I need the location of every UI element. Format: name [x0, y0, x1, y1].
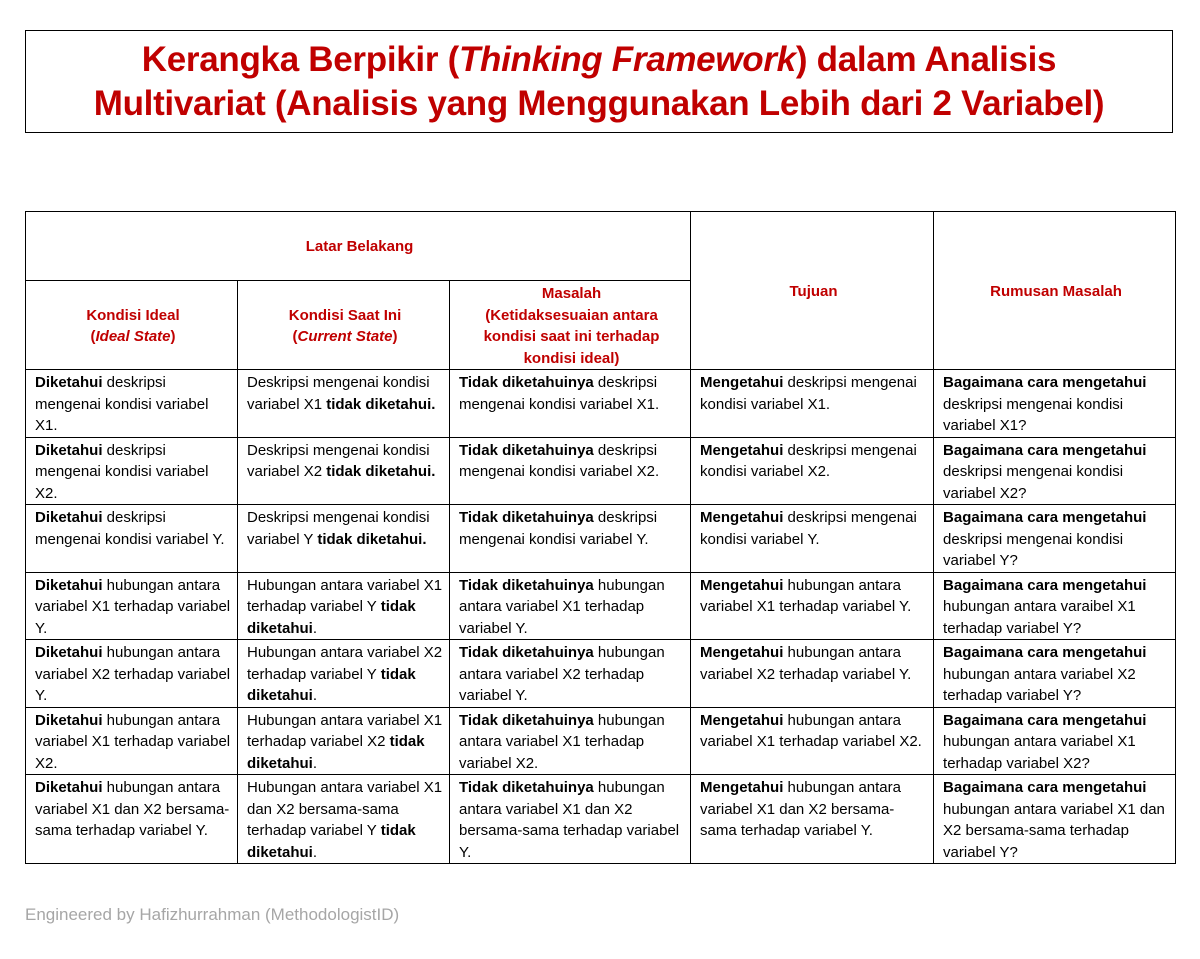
cell-tujuan [691, 640, 934, 708]
paren-open: ( [90, 328, 96, 345]
cell-tujuan [691, 572, 934, 640]
cell-kondisi-saat-ini-text: . [312, 754, 318, 772]
table-row [26, 640, 1176, 708]
cell-kondisi-saat-ini [238, 707, 450, 775]
cell-kondisi-ideal [26, 775, 238, 864]
cell-rumusan-masalah [934, 505, 1176, 573]
cell-kondisi-ideal-text: deskripsi mengenai kondisi variabel Y. [35, 509, 225, 548]
cell-tujuan-bold: Mengetahui [700, 374, 784, 391]
cell-kondisi-saat-ini [238, 572, 450, 640]
cell-masalah [450, 505, 691, 573]
cell-kondisi-saat-ini [238, 370, 450, 438]
cell-kondisi-ideal-text: deskripsi mengenai kondisi variabel X2. [35, 441, 209, 502]
cell-masalah-bold: Tidak diketahuinya [459, 576, 594, 594]
cell-kondisi-saat-ini [238, 640, 450, 708]
table-row [26, 370, 1176, 438]
cell-tujuan-text: deskripsi mengenai kondisi variabel X1. [700, 374, 917, 413]
cell-kondisi-ideal [26, 437, 238, 505]
cell-masalah [450, 572, 691, 640]
cell-rumusan-masalah-bold: Bagaimana cara mengetahui [943, 576, 1147, 594]
cell-tujuan-bold: Mengetahui [700, 644, 784, 661]
header-ideal-state: Ideal State [95, 328, 171, 345]
header-rumusan-masalah: Rumusan Masalah [934, 212, 1176, 370]
cell-rumusan-masalah [934, 707, 1176, 775]
cell-rumusan-masalah-text: deskripsi mengenai kondisi variabel X1? [943, 395, 1124, 434]
cell-masalah-text: hubungan antara variabel X2 terhadap variabel Y. [459, 644, 665, 704]
cell-kondisi-saat-ini-bold: tidak diketahui [247, 822, 416, 861]
cell-tujuan-text: deskripsi mengenai kondisi variabel X2. [700, 441, 917, 480]
cell-kondisi-ideal-bold: Diketahui [35, 374, 103, 391]
cell-rumusan-masalah-text: deskripsi mengenai kondisi variabel Y? [943, 530, 1124, 569]
cell-masalah-bold: Tidak diketahuinya [459, 441, 594, 459]
cell-kondisi-saat-ini-text: . [312, 687, 318, 704]
cell-kondisi-ideal-bold: Diketahui [35, 779, 103, 796]
cell-rumusan-masalah-text: hubungan antara variabel X1 dan X2 bersama-sama terhadap variabel Y? [943, 800, 1165, 861]
cell-tujuan-text: hubungan antara variabel X2 terhadap variabel Y. [700, 644, 912, 683]
cell-rumusan-masalah [934, 640, 1176, 708]
cell-masalah [450, 707, 691, 775]
cell-rumusan-masalah-text: hubungan antara variabel X1 terhadap variabel X2? [943, 733, 1136, 772]
cell-masalah-bold: Tidak diketahuinya [459, 374, 594, 391]
cell-rumusan-masalah-text: deskripsi mengenai kondisi variabel X2? [943, 463, 1124, 502]
cell-kondisi-saat-ini-text: Deskripsi mengenai kondisi variabel X2 [247, 441, 430, 480]
cell-rumusan-masalah [934, 775, 1176, 864]
cell-masalah [450, 640, 691, 708]
header-masalah-desc: (Ketidaksesuaian antara kondisi saat ini terhadap kondisi ideal) [483, 306, 660, 367]
table-row [26, 505, 1176, 573]
cell-masalah-text: hubungan antara variabel X1 terhadap variabel Y. [459, 576, 665, 637]
cell-rumusan-masalah-text: hubungan antara varaibel X1 terhadap variabel Y? [943, 598, 1136, 637]
header-kondisi-saat-ini [238, 281, 450, 370]
cell-tujuan-bold: Mengetahui [700, 509, 784, 526]
framework-table [25, 211, 1176, 864]
cell-kondisi-saat-ini-bold: tidak diketahui. [317, 530, 427, 548]
cell-masalah-text: deskripsi mengenai kondisi variabel X1. [459, 374, 660, 413]
cell-kondisi-ideal [26, 707, 238, 775]
cell-kondisi-ideal-bold: Diketahui [35, 644, 103, 661]
title-line2: Multivariat (Analisis yang Menggunakan Lebih dari 2 Variabel) [93, 83, 1105, 123]
cell-masalah-text: hubungan antara variabel X1 terhadap variabel X2. [459, 711, 665, 772]
header-kondisi-saat-ini-label: Kondisi Saat Ini [288, 306, 402, 324]
header-kondisi-ideal-label: Kondisi Ideal [86, 306, 180, 324]
cell-kondisi-saat-ini-text: Hubungan antara variabel X1 terhadap variabel X2 [247, 711, 443, 750]
cell-kondisi-saat-ini [238, 775, 450, 864]
cell-kondisi-ideal [26, 370, 238, 438]
cell-masalah-bold: Tidak diketahuinya [459, 509, 594, 526]
footer-credit: Engineered by Hafizhurrahman (MethodologistID) [25, 905, 400, 924]
cell-rumusan-masalah [934, 370, 1176, 438]
cell-masalah-text: deskripsi mengenai kondisi variabel Y. [459, 509, 658, 548]
cell-kondisi-ideal-text: hubungan antara variabel X1 dan X2 bersama-sama terhadap variabel Y. [35, 779, 230, 839]
header-kondisi-ideal [26, 281, 238, 370]
paren-open: ( [292, 328, 298, 345]
cell-tujuan-text: hubungan antara variabel X1 dan X2 bersama-sama terhadap variabel Y. [700, 779, 901, 839]
title-line1-post: ) dalam Analisis [795, 39, 1057, 79]
cell-rumusan-masalah-bold: Bagaimana cara mengetahui [943, 441, 1147, 459]
cell-kondisi-ideal-text: hubungan antara variabel X1 terhadap variabel X2. [35, 711, 231, 772]
cell-kondisi-saat-ini-bold: tidak diketahui. [326, 395, 436, 413]
cell-kondisi-saat-ini-bold: tidak diketahui [247, 665, 416, 704]
cell-tujuan-bold: Mengetahui [700, 441, 784, 459]
cell-tujuan [691, 370, 934, 438]
title-box [25, 30, 1173, 133]
cell-kondisi-ideal [26, 505, 238, 573]
cell-rumusan-masalah-bold: Bagaimana cara mengetahui [943, 779, 1147, 796]
cell-masalah [450, 437, 691, 505]
cell-rumusan-masalah-bold: Bagaimana cara mengetahui [943, 711, 1147, 729]
cell-masalah [450, 370, 691, 438]
cell-tujuan [691, 707, 934, 775]
cell-kondisi-ideal-bold: Diketahui [35, 711, 103, 729]
paren-close: ) [170, 328, 176, 345]
cell-rumusan-masalah [934, 572, 1176, 640]
cell-kondisi-saat-ini-text: Hubungan antara variabel X1 dan X2 bersama-sama terhadap variabel Y [247, 779, 443, 839]
table-row [26, 707, 1176, 775]
cell-rumusan-masalah-bold: Bagaimana cara mengetahui [943, 509, 1147, 526]
cell-kondisi-ideal-bold: Diketahui [35, 509, 103, 526]
cell-masalah [450, 775, 691, 864]
cell-rumusan-masalah-text: hubungan antara variabel X2 terhadap variabel Y? [943, 665, 1136, 704]
cell-kondisi-saat-ini-bold: tidak diketahui [247, 733, 425, 772]
cell-kondisi-saat-ini-text: Deskripsi mengenai kondisi variabel Y [247, 509, 430, 548]
cell-tujuan [691, 775, 934, 864]
cell-tujuan-bold: Mengetahui [700, 711, 784, 729]
cell-kondisi-ideal-text: deskripsi mengenai kondisi variabel X1. [35, 374, 209, 434]
header-latar-belakang: Latar Belakang [26, 212, 691, 281]
table-row [26, 572, 1176, 640]
cell-tujuan [691, 505, 934, 573]
paren-close: ) [392, 328, 398, 345]
cell-kondisi-saat-ini-text: Hubungan antara variabel X1 terhadap variabel Y [247, 576, 443, 615]
title-line1-pre: Kerangka Berpikir ( [141, 39, 459, 79]
header-masalah [450, 281, 691, 370]
cell-kondisi-ideal [26, 572, 238, 640]
cell-kondisi-ideal-bold: Diketahui [35, 576, 103, 594]
cell-masalah-text: deskripsi mengenai kondisi variabel X2. [459, 441, 660, 480]
cell-rumusan-masalah-bold: Bagaimana cara mengetahui [943, 644, 1147, 661]
header-current-state: Current State [297, 328, 393, 345]
table-row [26, 775, 1176, 864]
cell-tujuan-bold: Mengetahui [700, 576, 784, 594]
cell-kondisi-saat-ini-bold: tidak diketahui [247, 598, 416, 637]
cell-kondisi-saat-ini [238, 437, 450, 505]
cell-kondisi-ideal-bold: Diketahui [35, 441, 103, 459]
cell-rumusan-masalah [934, 437, 1176, 505]
cell-masalah-bold: Tidak diketahuinya [459, 779, 594, 796]
cell-tujuan-bold: Mengetahui [700, 779, 784, 796]
cell-kondisi-saat-ini-text: . [312, 843, 318, 861]
cell-kondisi-saat-ini [238, 505, 450, 573]
cell-masalah-text: hubungan antara variabel X1 dan X2 bersama-sama terhadap variabel Y. [459, 779, 680, 861]
cell-masalah-bold: Tidak diketahuinya [459, 711, 594, 729]
cell-tujuan-text: deskripsi mengenai kondisi variabel Y. [700, 509, 917, 548]
cell-tujuan-text: hubungan antara variabel X1 terhadap variabel X2. [700, 711, 922, 750]
cell-kondisi-ideal-text: hubungan antara variabel X2 terhadap variabel Y. [35, 644, 231, 704]
header-masalah-label: Masalah [541, 285, 602, 302]
cell-kondisi-ideal [26, 640, 238, 708]
title-line1-italic: Thinking Framework [458, 39, 796, 79]
cell-kondisi-ideal-text: hubungan antara variabel X1 terhadap variabel Y. [35, 576, 231, 637]
cell-kondisi-saat-ini-text: Hubungan antara variabel X2 terhadap variabel Y [247, 644, 443, 683]
cell-kondisi-saat-ini-bold: tidak diketahui. [326, 463, 436, 480]
cell-kondisi-saat-ini-text: . [312, 619, 318, 637]
table-row [26, 437, 1176, 505]
cell-tujuan [691, 437, 934, 505]
cell-masalah-bold: Tidak diketahuinya [459, 644, 594, 661]
cell-rumusan-masalah-bold: Bagaimana cara mengetahui [943, 374, 1147, 391]
cell-tujuan-text: hubungan antara variabel X1 terhadap variabel Y. [700, 576, 912, 615]
page-title [94, 38, 1105, 126]
header-tujuan: Tujuan [691, 212, 934, 370]
cell-kondisi-saat-ini-text: Deskripsi mengenai kondisi variabel X1 [247, 374, 430, 413]
